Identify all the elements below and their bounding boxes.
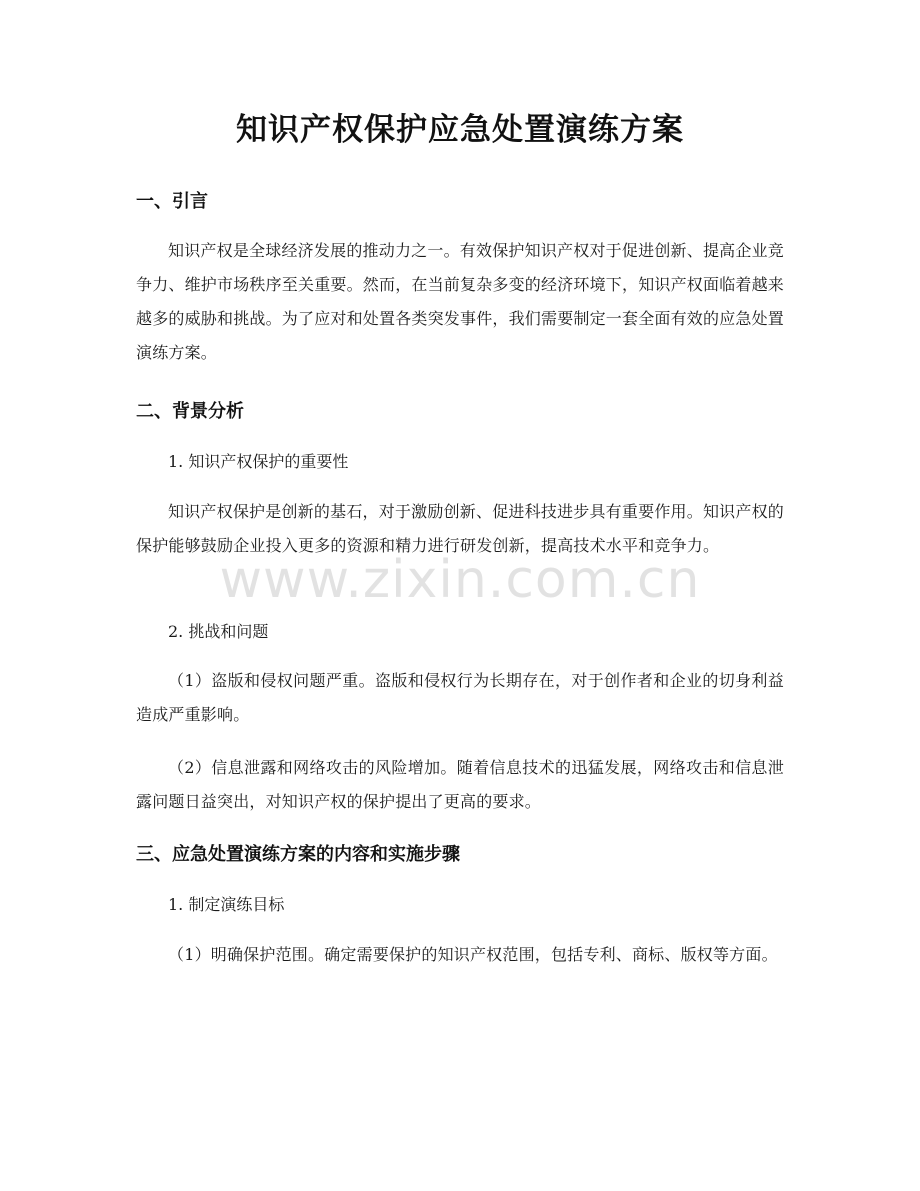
challenge-paragraph-1: （1）盗版和侵权问题严重。盗版和侵权行为长期存在，对于创作者和企业的切身利益造成严重影响。 <box>136 671 784 724</box>
challenge-paragraph-2: （2）信息泄露和网络攻击的风险增加。随着信息技术的迅猛发展，网络攻击和信息泄露问题日益突出，对知识产权的保护提出了更高的要求。 <box>136 758 784 811</box>
section-heading-background: 二、背景分析 <box>136 401 244 422</box>
subheading-importance: 1. 知识产权保护的重要性 <box>168 452 349 471</box>
section-heading-intro: 一、引言 <box>136 191 208 212</box>
watermark: www.zixin.com.cn <box>219 550 701 610</box>
importance-paragraph: 知识产权保护是创新的基石，对于激励创新、促进科技进步具有重要作用。知识产权的保护能够鼓励企业投入更多的资源和精力进行研发创新，提高技术水平和竞争力。 <box>136 502 784 555</box>
subheading-goals: 1. 制定演练目标 <box>168 895 285 914</box>
document-title: 知识产权保护应急处置演练方案 <box>236 112 684 148</box>
section-heading-plan: 三、应急处置演练方案的内容和实施步骤 <box>136 844 460 865</box>
intro-paragraph: 知识产权是全球经济发展的推动力之一。有效保护知识产权对于促进创新、提高企业竞争力、维护市场秩序至关重要。然而，在当前复杂多变的经济环境下，知识产权面临着越来越多的威胁和挑战。为了应对和处置各类突发事件，我们需要制定一套全面有效的应急处置演练方案。 <box>136 241 785 362</box>
goals-paragraph: （1）明确保护范围。确定需要保护的知识产权范围，包括专利、商标、版权等方面。 <box>168 945 778 964</box>
subheading-challenges: 2. 挑战和问题 <box>168 622 269 641</box>
